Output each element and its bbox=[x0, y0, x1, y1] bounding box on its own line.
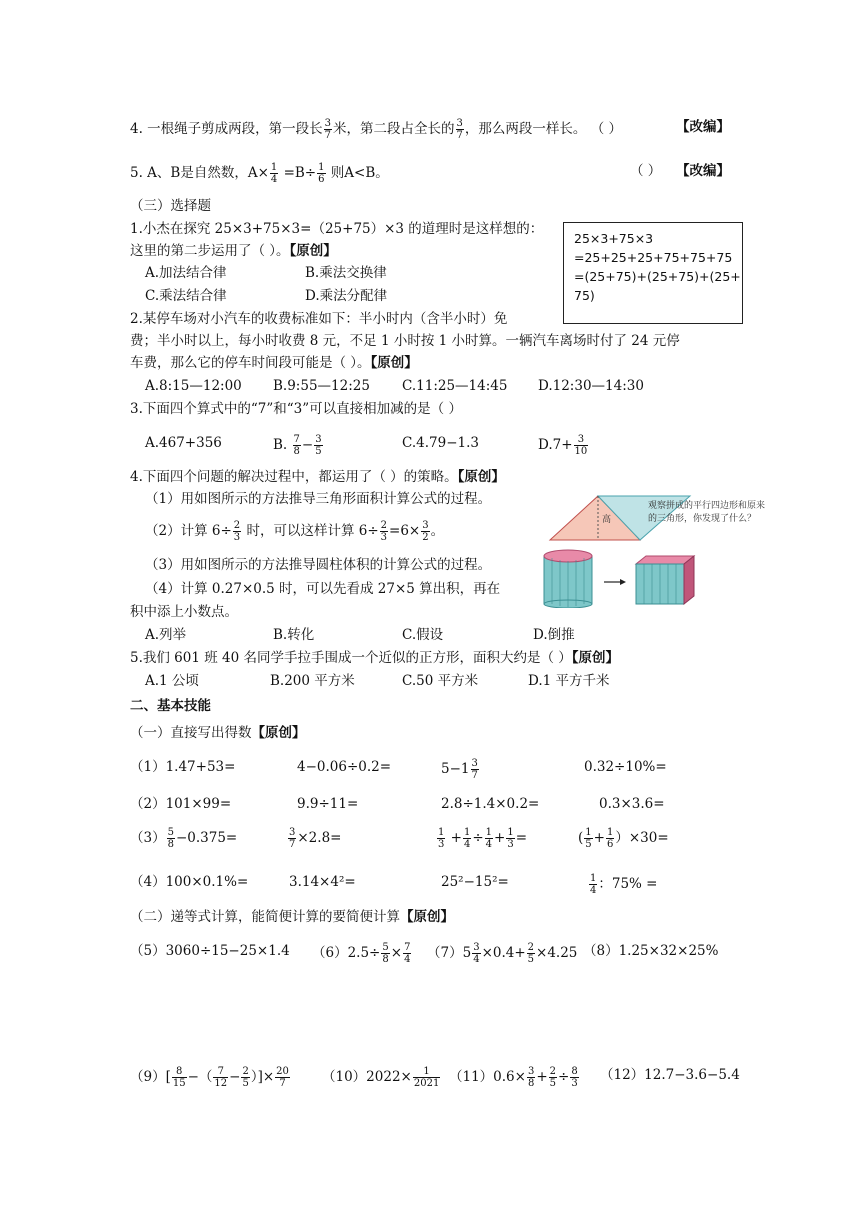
height-label: 高 bbox=[602, 515, 612, 525]
calc-4b: 3.14×4²= bbox=[289, 874, 356, 890]
calc-3c: $\frac{1}{3}$ + $\frac{1}{4}$ ÷ $\frac{1}{4}$ + $\frac{1}{3}$ = bbox=[438, 827, 528, 850]
calc-3a: （3） $\frac{5}{8}$ −0.375= bbox=[130, 827, 238, 850]
c1-option-c: C.乘法结合律 bbox=[145, 288, 227, 304]
c4-s3: （3）用如图所示的方法推导圆柱体积的计算公式的过程。 bbox=[145, 557, 492, 573]
c2-option-c: C.11:25—14:45 bbox=[402, 378, 508, 394]
q4-text-b: 米，第二段占全长的 bbox=[333, 121, 455, 137]
calculation-box bbox=[563, 222, 743, 324]
tag-original: 【原创】 bbox=[251, 725, 306, 741]
c1-option-d: D.乘法分配律 bbox=[305, 288, 388, 304]
c3-option-d: D.7+ $\frac{3}{10}$ bbox=[538, 434, 588, 457]
calc-2a: （2）101×99= bbox=[130, 796, 232, 812]
calc-12: （12）12.7−3.6−5.4 bbox=[600, 1067, 740, 1083]
calc-9: （9）[ $\frac{8}{15}$ −（ $\frac{7}{12}$ − $\frac{2}{5}$ ）]× $\frac{20}{7}$ bbox=[130, 1066, 289, 1089]
c4-option-d: D.倒推 bbox=[533, 627, 575, 643]
q4-text-a: 4. 一根绳子剪成两段，第一段长 bbox=[130, 121, 323, 137]
c1-option-a: A.加法结合律 bbox=[145, 265, 227, 281]
tag-original: 【原创】 bbox=[457, 469, 505, 485]
answer-paren: （ ） bbox=[630, 163, 662, 179]
calc-8: （8）1.25×32×25% bbox=[583, 943, 719, 959]
calc-3b: $\frac{3}{7}$ ×2.8= bbox=[289, 827, 342, 850]
q4-text-c: ，那么两段一样长。 （ ） bbox=[464, 121, 623, 137]
c4-s4a: （4）计算 0.27×0.5 时，可以先看成 27×5 算出积，再在 bbox=[145, 581, 501, 597]
c4-s4b: 积中添上小数点。 bbox=[130, 604, 238, 620]
tag-original: 【原创】 bbox=[289, 243, 337, 259]
c3-option-a: A.467+356 bbox=[145, 435, 222, 451]
c4-line1: 4.下面四个问题的解决过程中，都运用了（ ）的策略。【原创】 bbox=[130, 469, 505, 485]
calc-10: （10）2022× $\frac{1}{2021}$ bbox=[322, 1066, 440, 1089]
c5-option-c: C.50 平方米 bbox=[402, 673, 479, 689]
fraction: $\frac{1}{6}$ bbox=[318, 162, 325, 185]
tag-original: 【原创】 bbox=[400, 909, 454, 925]
calc-4a: （4）100×0.1%= bbox=[130, 874, 249, 890]
calc-4c: 25²−15²= bbox=[441, 874, 509, 890]
q5-text-a: 5. A、B是自然数，A× bbox=[130, 165, 269, 181]
q5-text-c: 则A<B。 bbox=[326, 165, 389, 181]
box-line: 25×3+75×3 bbox=[574, 231, 654, 246]
c5-option-b: B.200 平方米 bbox=[270, 673, 355, 689]
fraction: $\frac{3}{7}$ bbox=[456, 118, 463, 141]
c3-option-b: B. $\frac{7}{8}$ − $\frac{3}{5}$ bbox=[273, 434, 322, 457]
c2-option-b: B.9:55—12:25 bbox=[273, 378, 370, 394]
c5-option-a: A.1 公顷 bbox=[145, 673, 199, 689]
section-choice-title: （三）选择题 bbox=[130, 198, 211, 214]
calc-1d: 0.32÷10%= bbox=[584, 759, 667, 775]
c4-s1: （1）用如图所示的方法推导三角形面积计算公式的过程。 bbox=[145, 491, 492, 507]
calc-5: （5）3060÷15−25×1.4 bbox=[130, 943, 290, 959]
c4-option-a: A.列举 bbox=[145, 627, 187, 643]
box-line: 75) bbox=[574, 288, 595, 303]
tag-original: 【原创】 bbox=[571, 650, 620, 666]
c1-line2: 这里的第二步运用了（ ）。【原创】 bbox=[130, 243, 337, 259]
calc-4d: $\frac{1}{4}$ ：75% = bbox=[590, 873, 658, 896]
fraction: $\frac{3}{7}$ bbox=[324, 118, 332, 141]
question-5 bbox=[130, 162, 389, 185]
c3-line1: 3.下面四个算式中的“7”和“3”可以直接相加减的是（ ） bbox=[130, 401, 462, 417]
calc-7: （7）5 $\frac{3}{4}$ ×0.4+ $\frac{2}{5}$ ×4.25 bbox=[427, 942, 578, 965]
box-line: =25+25+25+75+75+75 bbox=[574, 250, 733, 265]
calc-11: （11）0.6× $\frac{3}{8}$ + $\frac{2}{5}$ ÷ $\frac{8}{3}$ bbox=[449, 1066, 578, 1089]
calc-2b: 9.9÷11= bbox=[297, 796, 359, 812]
c4-option-c: C.假设 bbox=[402, 627, 444, 643]
c5-option-d: D.1 平方千米 bbox=[528, 673, 610, 689]
c1-line1: 1.小杰在探究 25×3+75×3=（25+75）×3 的道理时是这样想的： bbox=[130, 221, 544, 237]
question-4 bbox=[130, 118, 622, 141]
sub2-heading: （二）递等式计算，能简便计算的要简便计算【原创】 bbox=[130, 909, 454, 925]
calc-1a: （1）1.47+53= bbox=[130, 759, 236, 775]
q5-text-b: =B÷ bbox=[279, 165, 317, 181]
tag-adapted: 【改编】 bbox=[676, 119, 730, 135]
box-line: =(25+75)+(25+75)+(25+ bbox=[574, 269, 741, 284]
calc-3d: ( $\frac{1}{5}$ + $\frac{1}{6}$ ）×30= bbox=[578, 827, 669, 850]
c2-line1: 2.某停车场对小汽车的收费标准如下：半小时内（含半小时）免 bbox=[130, 311, 508, 327]
calc-1b: 4−0.06÷0.2= bbox=[297, 759, 392, 775]
calc-2d: 0.3×3.6= bbox=[599, 796, 665, 812]
cylinder-figure bbox=[540, 546, 700, 608]
sub1-heading: （一）直接写出得数【原创】 bbox=[130, 725, 306, 741]
figure-note: 观察拼成的平行四边形和原来的三角形，你发现了什么？ bbox=[648, 501, 766, 524]
c4-option-b: B.转化 bbox=[273, 627, 315, 643]
c2-line3: 车费，那么它的停车时间段可能是（ ）。【原创】 bbox=[130, 355, 418, 371]
tag-original: 【原创】 bbox=[370, 355, 418, 371]
c2-line2: 费；半小时以上，每小时收费 8 元，不足 1 小时按 1 小时算。一辆汽车离场时付了 24 元停 bbox=[130, 333, 680, 349]
c1-option-b: B.乘法交换律 bbox=[305, 265, 387, 281]
tag-adapted: 【改编】 bbox=[676, 163, 730, 179]
c2-option-d: D.12:30—14:30 bbox=[538, 378, 644, 394]
calc-2c: 2.8÷1.4×0.2= bbox=[441, 796, 540, 812]
part2-heading: 二、基本技能 bbox=[130, 698, 211, 714]
fraction: $\frac{1}{4}$ bbox=[270, 162, 278, 185]
c2-option-a: A.8:15—12:00 bbox=[145, 378, 242, 394]
c3-option-c: C.4.79−1.3 bbox=[402, 435, 479, 451]
c5-line1: 5.我们 601 班 40 名同学手拉手围成一个近似的正方形，面积大约是（ ）【原创】 bbox=[130, 650, 620, 666]
calc-1c: 5−1 $\frac{3}{7}$ bbox=[441, 758, 478, 781]
c4-s2: （2）计算 6÷ $\frac{2}{3}$ 时，可以这样计算 6÷ $\frac{2}{3}$ =6× $\frac{3}{2}$ 。 bbox=[145, 520, 445, 543]
calc-6: （6）2.5÷ $\frac{5}{8}$ × $\frac{7}{4}$ bbox=[312, 942, 411, 965]
